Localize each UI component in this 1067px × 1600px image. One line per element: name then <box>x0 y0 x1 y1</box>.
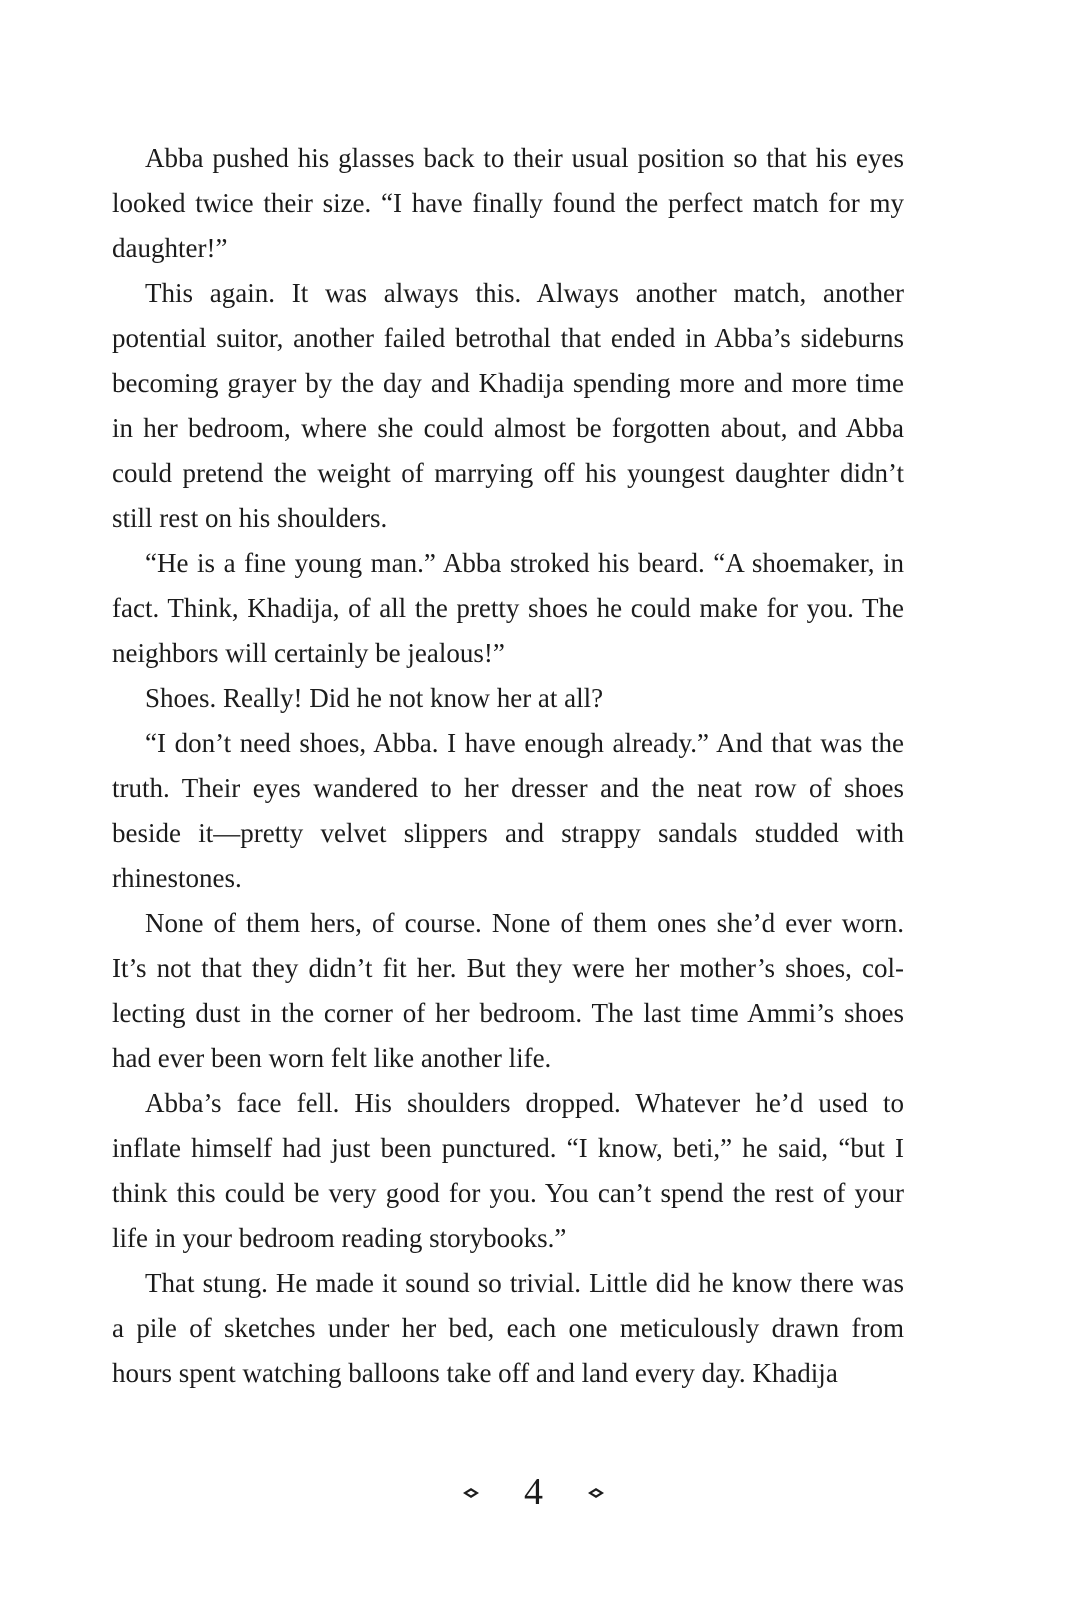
paragraph: Shoes. Really! Did he not know her at all? <box>145 683 604 713</box>
paragraph: None of them hers, of course. None of them ones she’d ever worn. It’s not that they didn’t fit her. But they were her mother’s shoes, collecting dust in the corner of her bedroom. The last time Ammi’s shoes had ever been worn felt like another life. <box>112 908 904 1073</box>
page-footer <box>0 1462 1067 1522</box>
diamond-ornament-icon <box>462 1486 480 1498</box>
paragraph: “He is a fine young man.” Abba stroked his beard. “A shoemaker, in fact. Think, Khadija, of all the pretty shoes he could make for you. The neighbors will certainly be jealous!” <box>112 548 904 668</box>
paragraph: “I don’t need shoes, Abba. I have enough already.” And that was the truth. Their eyes wandered to her dresser and the neat row of shoes beside it—pretty velvet slippers and strappy sandals studded with rhinestones. <box>112 728 904 893</box>
body-text <box>112 136 904 1396</box>
paragraph: This again. It was always this. Always another match, another potential suitor, another failed betrothal that ended in Abba’s sideburns becoming grayer by the day and Khadija spending more and more time in her bedroom, where she could almost be forgotten about, and Abba could pretend the weight of marrying off his youngest daughter didn’t still rest on his shoulders. <box>112 278 904 533</box>
paragraph: Abba pushed his glasses back to their usual position so that his eyes looked twice their size. “I have finally found the perfect match for my daughter!” <box>112 143 904 263</box>
page-number: 4 <box>524 1471 543 1513</box>
paragraph: That stung. He made it sound so trivial. Little did he know there was a pile of sketches under her bed, each one meticulously drawn from hours spent watching balloons take off and land every day. Khadija <box>112 1268 904 1388</box>
diamond-ornament-icon <box>587 1486 605 1498</box>
paragraph: Abba’s face fell. His shoulders dropped. Whatever he’d used to inflate himself had just been punctured. “I know, beti,” he said, “but I think this could be very good for you. You can’t spend the rest of your life in your bedroom reading storybooks.” <box>112 1088 904 1253</box>
